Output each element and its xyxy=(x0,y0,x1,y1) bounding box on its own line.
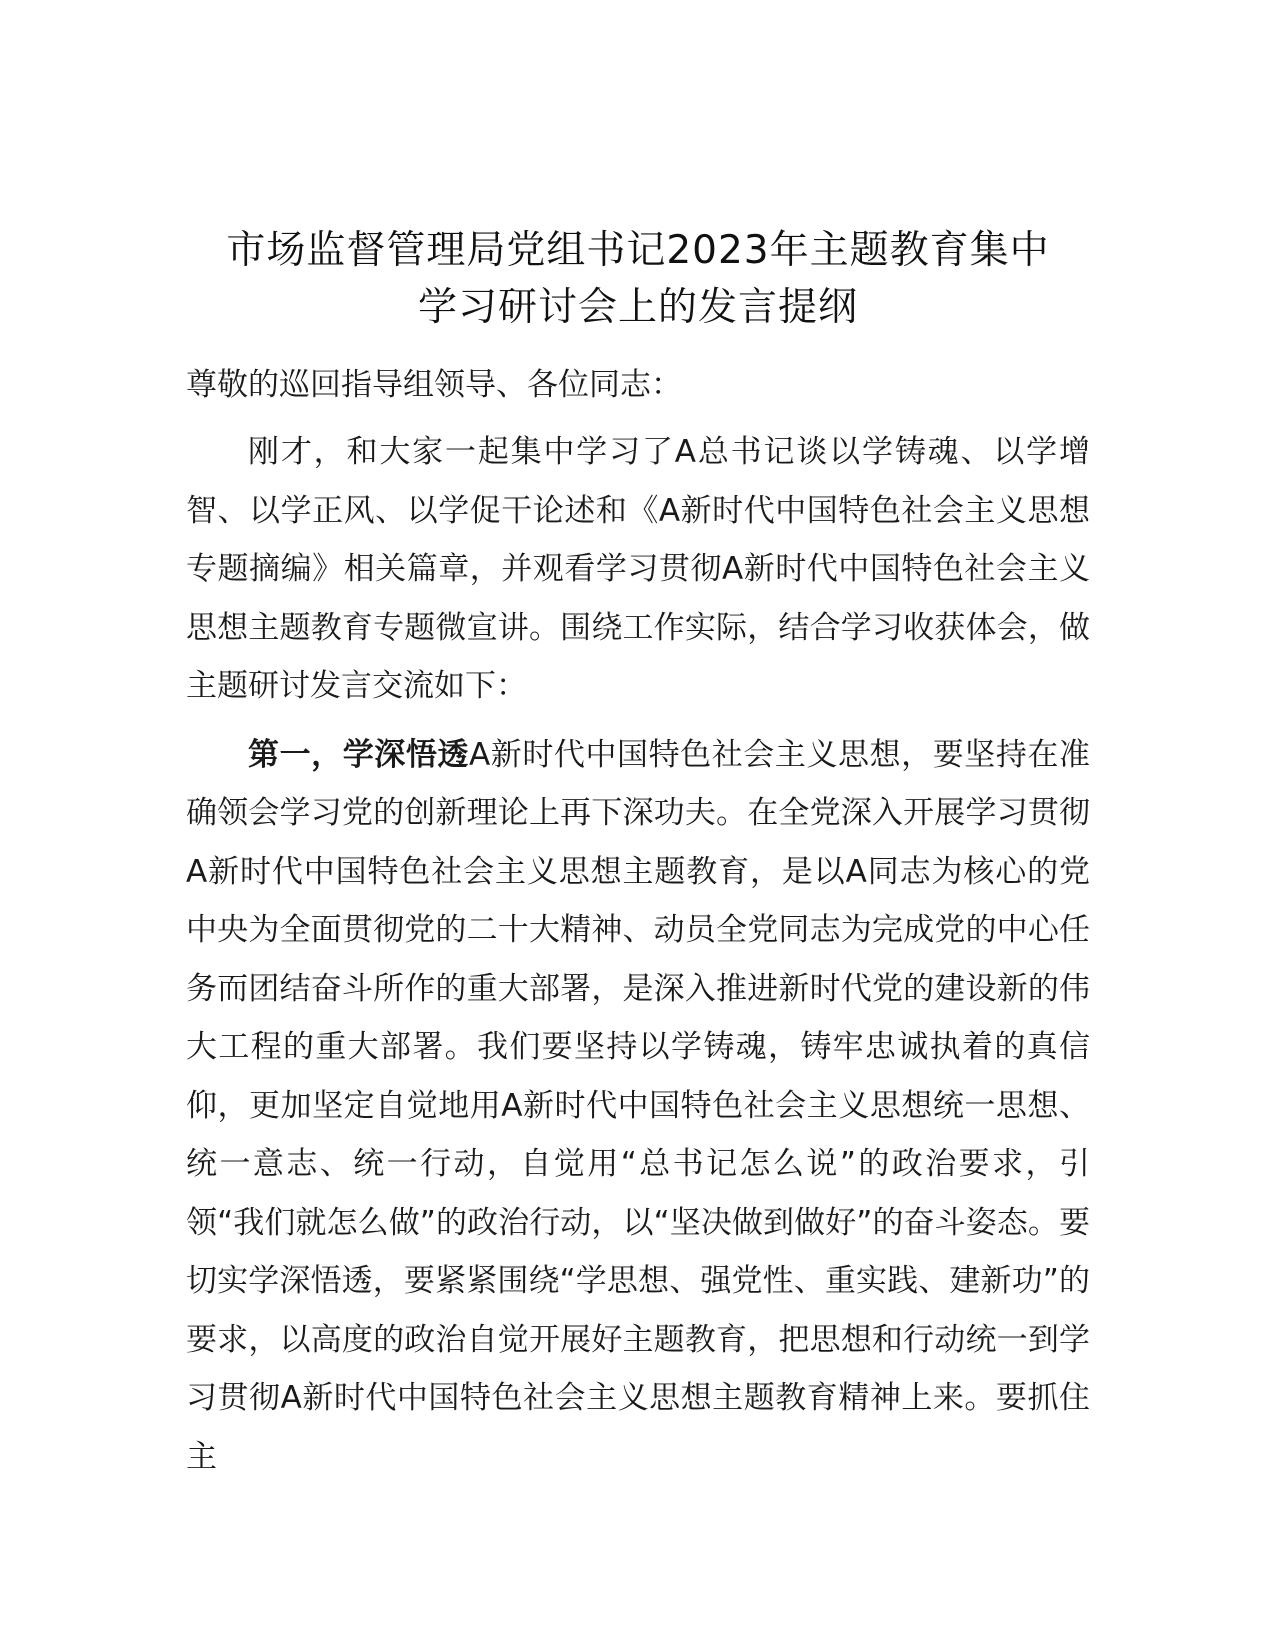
document-title xyxy=(186,222,1090,336)
paragraph-point-one-text: A新时代中国特色社会主义思想，要坚持在准确领会学习党的创新理论上再下深功夫。在全党深入开展学习贯彻A新时代中国特色社会主义思想主题教育，是以A同志为核心的党中央为全面贯彻党的二十大精神、动员全党同志为完成党的中心任务而团结奋斗所作的重大部署，是深入推进新时代党的建设新的伟大工程的重大部署。我们要坚持以学铸魂，铸牢忠诚执着的真信仰，更加坚定自觉地用A新时代中国特色社会主义思想统一思想、统一意志、统一行动，自觉用“总书记怎么说”的政治要求，引领“我们就怎么做”的政治行动，以“坚决做到做好”的奋斗姿态。要切实学深悟透，要紧紧围绕“学思想、强党性、重实践、建新功”的要求，以高度的政治自觉开展好主题教育，把思想和行动统一到学习贯彻A新时代中国特色社会主义思想主题教育精神上来。要抓住主 xyxy=(186,736,1090,1475)
title-line-1: 市场监督管理局党组书记2023年主题教育集中 xyxy=(226,228,1050,273)
paragraph-point-one-lead: 第一，学深悟透 xyxy=(248,736,469,773)
title-line-2: 学习研讨会上的发言提纲 xyxy=(417,285,858,330)
document-body xyxy=(186,222,1090,1486)
paragraph-intro xyxy=(186,423,1090,716)
paragraph-intro-text: 刚才，和大家一起集中学习了A总书记谈以学铸魂、以学增智、以学正风、以学促干论述和《A新时代中国特色社会主义思想专题摘编》相关篇章，并观看学习贯彻A新时代中国特色社会主义思想主题教育专题微宣讲。围绕工作实际，结合学习收获体会，做主题研讨发言交流如下： xyxy=(186,434,1090,704)
paragraph-point-one xyxy=(186,726,1090,1487)
salutation: 尊敬的巡回指导组领导、各位同志： xyxy=(186,367,682,403)
